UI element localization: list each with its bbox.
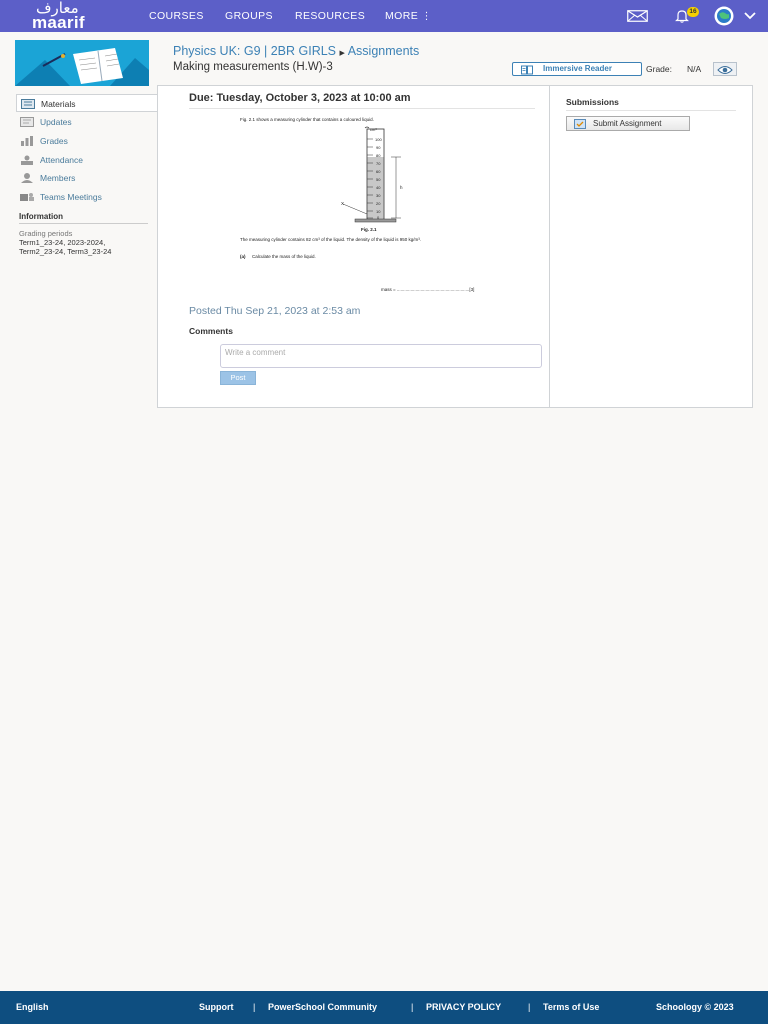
page-title: Making measurements (H.W)-3 bbox=[173, 61, 333, 73]
sidebar-item-label: Materials bbox=[41, 99, 76, 109]
breadcrumb bbox=[173, 44, 419, 58]
sidebar-item-teams-meetings[interactable] bbox=[16, 188, 157, 206]
logo-text: maarif bbox=[32, 13, 85, 32]
breadcrumb-arrow-icon: ▶ bbox=[339, 50, 345, 57]
immersive-reader-button[interactable] bbox=[512, 62, 642, 76]
doc-x-label: X bbox=[341, 201, 345, 206]
course-banner-image bbox=[15, 40, 149, 86]
footer-separator: | bbox=[411, 1002, 414, 1012]
attendance-icon bbox=[20, 155, 34, 165]
comments-heading: Comments bbox=[189, 326, 233, 336]
doc-scale-label: 70 bbox=[376, 161, 381, 166]
posted-date: Posted Thu Sep 21, 2023 at 2:53 am bbox=[189, 305, 361, 317]
teams-icon bbox=[20, 192, 34, 202]
grades-icon bbox=[20, 136, 34, 146]
doc-scale-label: 60 bbox=[376, 169, 381, 174]
doc-part-a-text: Calculate the mass of the liquid. bbox=[252, 254, 316, 259]
post-comment-button[interactable]: Post bbox=[220, 371, 256, 385]
immersive-reader-label: Immersive Reader bbox=[543, 64, 612, 73]
chevron-down-icon[interactable] bbox=[744, 12, 756, 20]
comment-input[interactable] bbox=[220, 344, 542, 368]
doc-scale-label: 50 bbox=[376, 177, 381, 182]
sidebar-item-members[interactable] bbox=[16, 169, 157, 187]
notification-count-badge: 16 bbox=[687, 7, 699, 17]
doc-scale-label: 20 bbox=[376, 201, 381, 206]
nav-more[interactable] bbox=[385, 10, 432, 22]
sidebar-item-attendance[interactable] bbox=[16, 151, 157, 169]
sidebar-item-grades[interactable] bbox=[16, 132, 157, 150]
doc-scale-label: 40 bbox=[376, 185, 381, 190]
doc-intro-text: Fig. 2.1 shows a measuring cylinder that contains a coloured liquid. bbox=[240, 117, 374, 122]
sidebar-item-label: Members bbox=[40, 173, 76, 183]
sidebar-item-materials[interactable] bbox=[16, 94, 157, 112]
doc-scale-label: 30 bbox=[376, 193, 381, 198]
sidebar-item-label: Teams Meetings bbox=[40, 192, 102, 202]
footer-separator: | bbox=[253, 1002, 256, 1012]
panel-divider bbox=[549, 85, 550, 408]
grade-label: Grade: bbox=[646, 64, 672, 74]
mail-icon[interactable] bbox=[627, 10, 648, 22]
sidebar-item-label: Grades bbox=[40, 136, 68, 146]
divider bbox=[189, 108, 535, 109]
divider bbox=[19, 223, 148, 224]
doc-figure-caption: Fig. 2.1 bbox=[361, 227, 377, 232]
footer-link-support[interactable]: Support bbox=[199, 1002, 234, 1012]
doc-answer-line: mass = ..........................................................[3] bbox=[381, 287, 475, 292]
nav-resources[interactable]: RESOURCES bbox=[295, 10, 366, 22]
view-grade-button[interactable] bbox=[713, 62, 737, 76]
footer-link-terms-of-use[interactable]: Terms of Use bbox=[543, 1002, 600, 1012]
doc-scale-label: 0 bbox=[377, 215, 380, 220]
sidebar-item-label: Updates bbox=[40, 117, 72, 127]
footer-copyright: Schoology © 2023 bbox=[656, 1002, 734, 1012]
doc-unit-label: cm³ bbox=[370, 127, 377, 132]
submissions-heading: Submissions bbox=[566, 97, 619, 107]
footer-link-powerschool-community[interactable]: PowerSchool Community bbox=[268, 1002, 378, 1012]
members-icon bbox=[20, 173, 34, 183]
sidebar-item-label: Attendance bbox=[40, 155, 84, 165]
eye-icon bbox=[714, 64, 736, 76]
nav-more-label: MORE bbox=[385, 10, 419, 22]
footer bbox=[0, 991, 768, 1024]
doc-scale-label: 80 bbox=[376, 153, 381, 158]
vertical-ellipsis-icon: ⋮ bbox=[421, 11, 432, 22]
nav-courses[interactable]: COURSES bbox=[149, 10, 204, 22]
grading-periods-value: Term2_23-24, Term3_23-24 bbox=[19, 247, 112, 256]
materials-icon bbox=[21, 99, 35, 109]
information-heading: Information bbox=[19, 212, 63, 221]
submit-assignment-button[interactable] bbox=[566, 116, 690, 131]
assignment-document-preview[interactable] bbox=[189, 111, 535, 298]
maarif-logo[interactable] bbox=[30, 1, 110, 31]
submit-assignment-label: Submit Assignment bbox=[593, 119, 662, 128]
language-selector[interactable]: English bbox=[16, 1002, 49, 1012]
due-date: Due: Tuesday, October 3, 2023 at 10:00 am bbox=[189, 92, 411, 104]
breadcrumb-assignments-link[interactable]: Assignments bbox=[347, 44, 420, 58]
doc-h-label: h bbox=[400, 185, 403, 190]
footer-separator: | bbox=[528, 1002, 531, 1012]
grading-periods-label: Grading periods bbox=[19, 229, 73, 238]
doc-scale-label: 100 bbox=[375, 137, 382, 142]
nav-groups[interactable]: GROUPS bbox=[225, 10, 273, 22]
updates-icon bbox=[20, 117, 34, 127]
footer-link-privacy-policy[interactable]: PRIVACY POLICY bbox=[426, 1002, 502, 1012]
breadcrumb-course-link[interactable]: Physics UK: G9 | 2BR GIRLS bbox=[173, 44, 337, 58]
submit-assignment-icon bbox=[574, 119, 586, 129]
doc-scale-label: 90 bbox=[376, 145, 381, 150]
measuring-cylinder-figure bbox=[329, 125, 419, 225]
grade-value: N/A bbox=[687, 64, 702, 74]
doc-part-a-label: (a) bbox=[240, 254, 246, 259]
top-navigation-bar bbox=[0, 0, 768, 32]
doc-statement: The measuring cylinder contains 82 cm³ of the liquid. The density of the liquid is 950 kg/m³. bbox=[240, 237, 422, 242]
grading-periods-value: Term1_23-24, 2023-2024, bbox=[19, 238, 106, 247]
immersive-reader-icon bbox=[521, 65, 534, 75]
sidebar-item-updates[interactable] bbox=[16, 113, 157, 131]
divider bbox=[566, 110, 736, 111]
globe-avatar-icon[interactable] bbox=[713, 6, 735, 26]
doc-scale-label: 10 bbox=[376, 209, 381, 214]
logo-arabic-text: معارف bbox=[36, 0, 79, 17]
